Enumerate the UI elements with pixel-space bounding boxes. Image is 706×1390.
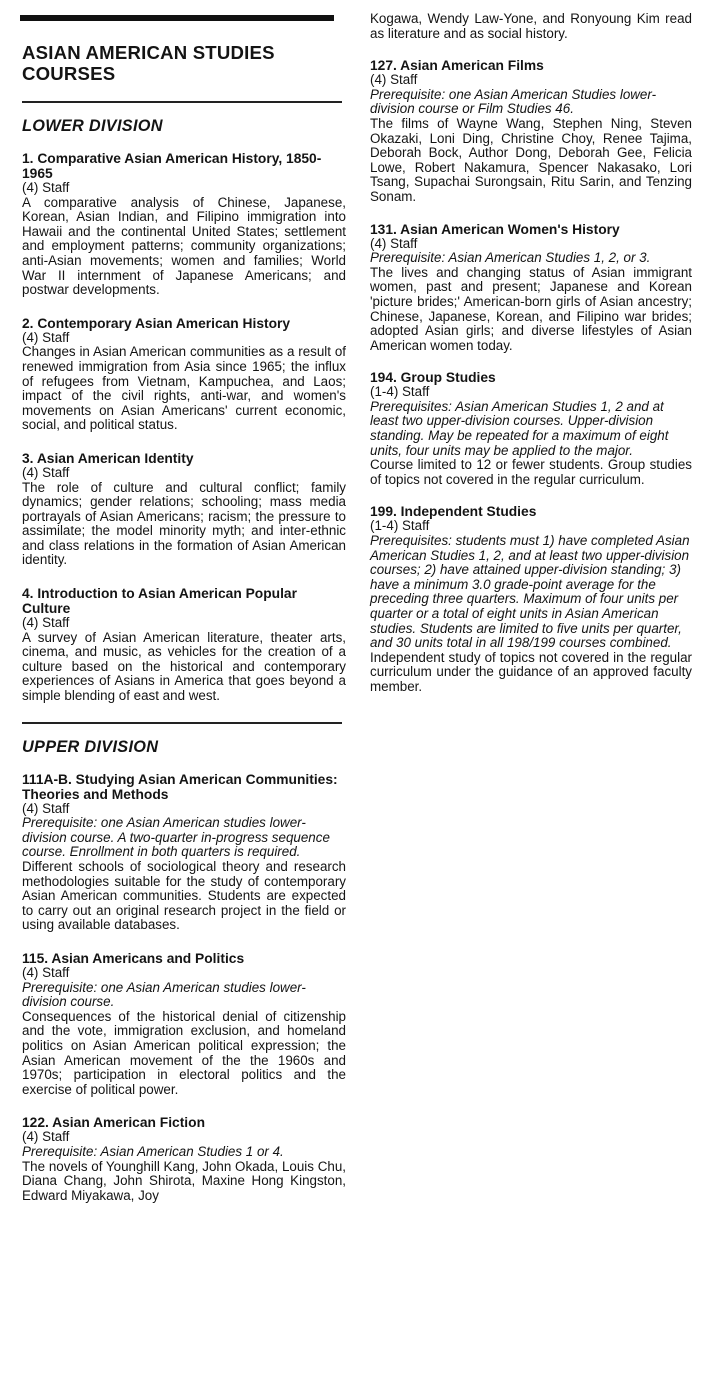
course-title: 122. Asian American Fiction xyxy=(22,1115,205,1131)
course-description: Consequences of the historical denial of citizenship and the vote, immigration exclusion, and homeland politics on Asian American political expression; the Asian American movement of the the 1960s and 1970s; participation in electoral politics and the exercise of political power. xyxy=(22,1008,346,1097)
course-title: 127. Asian American Films xyxy=(370,58,544,74)
course-description: Independent study of topics not covered in the regular curriculum under the guidance of an approved faculty member. xyxy=(370,649,692,694)
course-description: Changes in Asian American communities as a result of renewed immigration from Asia since 1965; the influx of refugees from Vietnam, Kampuchea, and Laos; impact of the civil rights, anti-war, and women's movements on Asian Americans' current economic, social, and political status. xyxy=(22,344,346,433)
course-title: 199. Independent Studies xyxy=(370,504,537,520)
course-description: A comparative analysis of Chinese, Japanese, Korean, Asian Indian, and Filipino immigration into Hawaii and the continental United States; settlement and employment patterns; community organizations; anti-Asian movements; women and families; World War II internment of Japanese Americans; and postwar developments. xyxy=(22,194,346,298)
course-title: 4. Introduction to Asian American Popular Culture xyxy=(22,586,297,617)
course-194 xyxy=(370,370,692,487)
course-prerequisite: Prerequisite: one Asian American studies lower-division course. A two-quarter in-progress sequence course. Enrollment in both quarters is required. xyxy=(22,815,330,860)
course-description: The lives and changing status of Asian immigrant women, past and present; Japanese and Korean 'picture brides;' American-born girls of Asian ancestry; Chinese, Japanese, Korean, and Filipino war brides; adopted Asian girls; and diverse lifestyles of Asian American women today. xyxy=(370,264,692,353)
course-units: (4) Staff xyxy=(22,180,70,195)
section-title: ASIAN AMERICAN STUDIES COURSES xyxy=(22,42,275,84)
course-description: The role of culture and cultural conflict; family dynamics; gender relations; schooling; mass media portrayals of Asian Americans; racism; the pressure to assimilate; the model minority myth; and inter-ethnic and class relations in the formation of Asian American identity. xyxy=(22,479,346,568)
course-title: 3. Asian American Identity xyxy=(22,450,194,466)
course-2 xyxy=(22,316,346,433)
right-column xyxy=(370,12,692,695)
course-description: The films of Wayne Wang, Stephen Ning, Steven Okazaki, Loni Ding, Christine Choy, Renee Tajima, Deborah Bock, Author Dong, Deborah Gee, Felicia Lowe, Robert Nakamura, Spencer Nakasako, Lori Tsang, Supachai Surongsain, Ritu Sarin, and Tenzing Sonam. xyxy=(370,115,692,204)
course-prerequisite: Prerequisite: Asian American Studies 1 or 4. xyxy=(22,1143,284,1159)
course-units: (4) Staff xyxy=(22,1129,70,1145)
course-111ab xyxy=(22,772,346,933)
course-title: 115. Asian Americans and Politics xyxy=(22,950,245,966)
course-prerequisite: Prerequisite: Asian American Studies 1, 2, or 3. xyxy=(370,250,651,266)
course-131 xyxy=(370,222,692,354)
left-column xyxy=(22,0,346,1203)
course-units: (4) Staff xyxy=(22,464,70,480)
course-description: Course limited to 12 or fewer students. Group studies of topics not covered in the regular curriculum. xyxy=(370,457,692,487)
course-units: (4) Staff xyxy=(22,615,70,631)
upper-division-heading: UPPER DIVISION xyxy=(22,737,159,756)
course-prerequisite: Prerequisite: one Asian American Studies lower-division course or Film Studies 46. xyxy=(370,86,657,117)
course-127 xyxy=(370,58,692,204)
course-prerequisite: Prerequisites: Asian American Studies 1, 2 and at least two upper-division courses. Upper-division standing. May be repeated for a maximum of eight units, four units may be applied to the major. xyxy=(370,398,669,458)
course-title: 131. Asian American Women's History xyxy=(370,221,620,237)
course-4 xyxy=(22,586,346,704)
course-description: The novels of Younghill Kang, John Okada, Louis Chu, Diana Chang, John Shirota, Maxine Hong Kingston, Edward Miyakawa, Joy xyxy=(22,1158,346,1203)
course-title: 1. Comparative Asian American History, 1850-1965 xyxy=(22,151,322,181)
course-units: (1-4) Staff xyxy=(370,384,430,400)
course-3 xyxy=(22,451,346,568)
course-units: (4) Staff xyxy=(370,235,418,251)
course-1 xyxy=(22,151,346,298)
course-units: (4) Staff xyxy=(370,72,418,88)
course-122 xyxy=(22,1115,346,1203)
course-units: (4) Staff xyxy=(22,964,70,980)
course-prerequisite: Prerequisite: one Asian American studies lower-division course. xyxy=(22,979,306,1010)
course-199 xyxy=(370,504,692,694)
divider-rule xyxy=(22,722,342,724)
lower-division-heading: LOWER DIVISION xyxy=(22,117,163,135)
course-prerequisite: Prerequisites: students must 1) have completed Asian American Studies 1, 2, and at least two upper-division courses; 2) have attained upper-division standing; 3) have a minimum 3.0 grade-point average for the preceding three quarters. Maximum of four units per quarter or a total of eight units in Asian American studies. Students are limited to five units per quarter, and 30 units total in all 198/199 courses combined. xyxy=(370,533,690,651)
course-units: (4) Staff xyxy=(22,329,70,345)
course-115 xyxy=(22,951,346,1097)
divider-rule xyxy=(22,101,342,103)
course-units: (4) Staff xyxy=(22,800,70,816)
course-units: (1-4) Staff xyxy=(370,518,430,534)
course-title: 194. Group Studies xyxy=(370,370,496,386)
course-description: Different schools of sociological theory and research methodologies suitable for the study of contemporary Asian American communities. Students are expected to carry out an original research project in the field or using available databases. xyxy=(22,859,346,933)
top-heavy-rule xyxy=(20,15,334,21)
course-title: 2. Contemporary Asian American History xyxy=(22,315,291,331)
course-description: A survey of Asian American literature, theater arts, cinema, and music, as vehicles for the creation of a culture based on the historical and contemporary experiences of Asians in America that goes beyond a simple blending of east and west. xyxy=(22,629,346,704)
continued-text: Kogawa, Wendy Law-Yone, and Ronyoung Kim read as literature and as social history. xyxy=(370,11,692,41)
course-title: 111A-B. Studying Asian American Communities: Theories and Methods xyxy=(22,771,338,802)
